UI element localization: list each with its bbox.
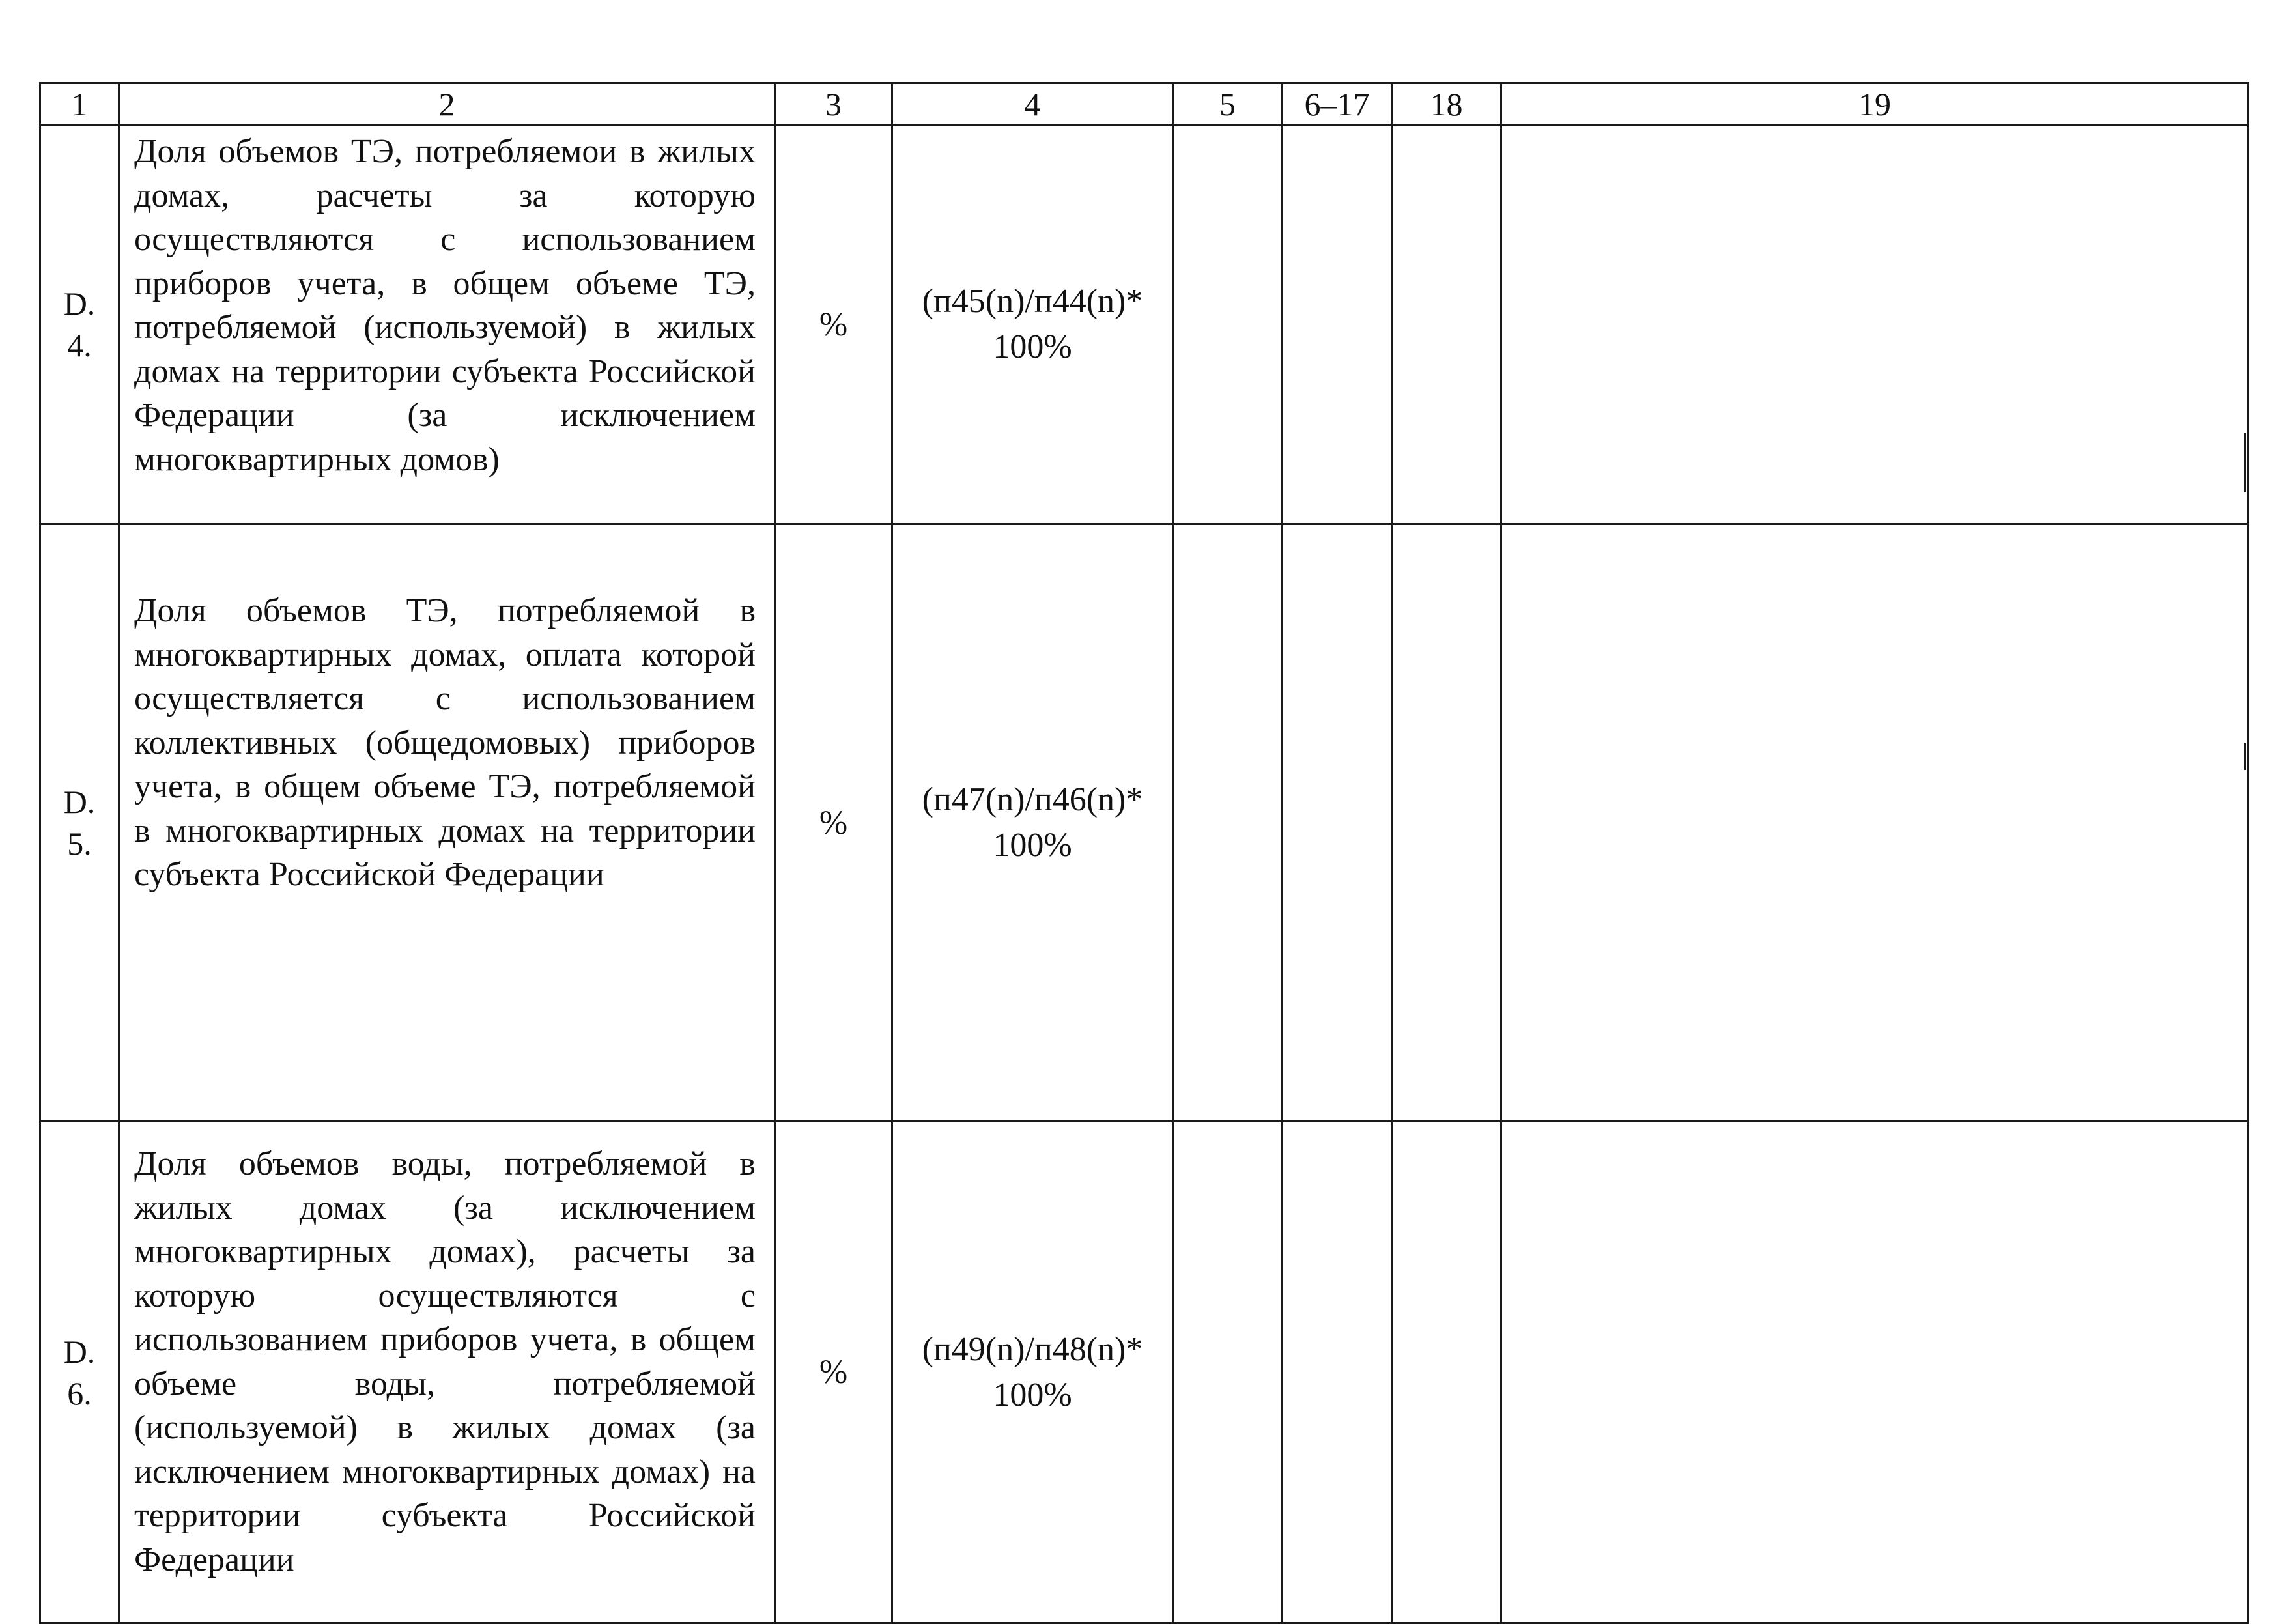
column-header: 2 — [119, 83, 775, 125]
column-header: 4 — [892, 83, 1173, 125]
table-row — [40, 125, 2249, 524]
column-header: 18 — [1392, 83, 1501, 125]
table-row — [40, 524, 2249, 1122]
column-header: 6–17 — [1283, 83, 1392, 125]
scan-artifact — [2244, 433, 2246, 492]
column-header: 5 — [1173, 83, 1283, 125]
empty-cell — [1283, 524, 1392, 1122]
indicator-table — [39, 82, 2249, 1624]
empty-cell — [1392, 524, 1501, 1122]
column-header: 1 — [40, 83, 119, 125]
empty-cell — [1501, 524, 2249, 1122]
scan-artifact — [2244, 743, 2246, 770]
row-number: D. 4. — [40, 125, 119, 524]
indicator-description: Доля объемов воды, потребляемой в жилых домах (за исключением многоквартирных домах), расчеты за которую осуществляются с использованием приборов учета, в общем объеме воды, потребляемой (используемой) в жилых домах (за исключением многоквартирных домах) на территории субъекта Российской Федерации — [119, 1122, 775, 1623]
empty-cell — [1501, 1122, 2249, 1623]
formula-cell: (п45(n)/п44(n)* 100% — [892, 125, 1173, 524]
table-row — [40, 1122, 2249, 1623]
empty-cell — [1283, 1122, 1392, 1623]
column-header: 19 — [1501, 83, 2249, 125]
column-header-row — [40, 83, 2249, 125]
unit-cell: % — [775, 125, 892, 524]
empty-cell — [1173, 1122, 1283, 1623]
column-header: 3 — [775, 83, 892, 125]
empty-cell — [1392, 1122, 1501, 1623]
indicator-description: Доля объемов ТЭ, потребляемой в многоквартирных домах, оплата которой осуществляется с использованием коллективных (общедомовых) приборов учета, в общем объеме ТЭ, потребляемой в многоквартирных домах на территории субъекта Российской Федерации — [119, 524, 775, 1122]
row-number: D. 5. — [40, 524, 119, 1122]
empty-cell — [1392, 125, 1501, 524]
empty-cell — [1173, 125, 1283, 524]
empty-cell — [1283, 125, 1392, 524]
unit-cell: % — [775, 524, 892, 1122]
formula-cell: (п47(n)/п46(n)* 100% — [892, 524, 1173, 1122]
formula-cell: (п49(n)/п48(n)* 100% — [892, 1122, 1173, 1623]
empty-cell — [1173, 524, 1283, 1122]
row-number: D. 6. — [40, 1122, 119, 1623]
indicator-description: Доля объемов ТЭ, потребляемои в жилых домах, расчеты за которую осуществляются с использованием приборов учета, в общем объеме ТЭ, потребляемой (используемой) в жилых домах на территории субъекта Российской Федерации (за исключением многоквартирных домов) — [119, 125, 775, 524]
unit-cell: % — [775, 1122, 892, 1623]
empty-cell — [1501, 125, 2249, 524]
